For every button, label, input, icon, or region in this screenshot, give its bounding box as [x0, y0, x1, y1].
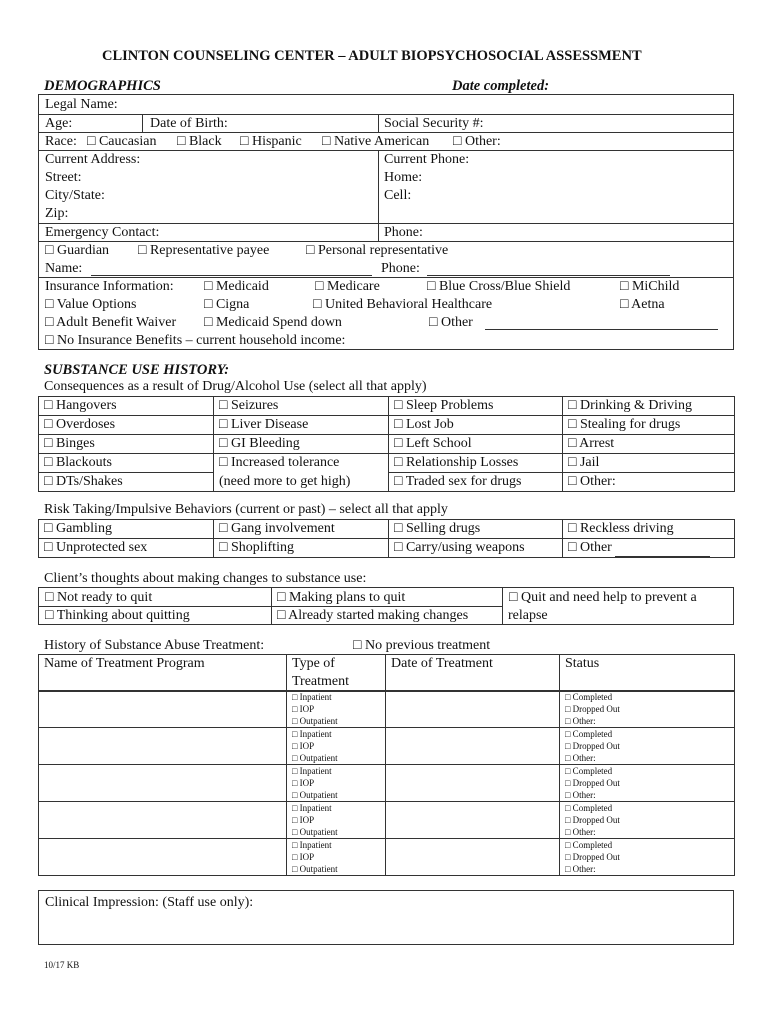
col-program-name: Name of Treatment Program — [39, 655, 287, 692]
no-insurance-checkbox[interactable]: □ No Insurance Benefits – current household income: — [45, 333, 346, 348]
race-black-checkbox[interactable]: □ Black — [177, 134, 222, 149]
treatment-type-option[interactable]: □ Outpatient — [292, 864, 338, 874]
treatment-status-option[interactable]: □ Other: — [565, 864, 596, 874]
treatment-table — [38, 654, 735, 692]
no-previous-treatment-checkbox[interactable]: □ No previous treatment — [353, 638, 491, 653]
col-type-line2: Treatment — [292, 674, 350, 689]
treatment-status-option[interactable]: □ Completed — [565, 766, 613, 776]
rep-payee-checkbox[interactable]: □ Representative payee — [138, 243, 270, 258]
personal-rep-checkbox[interactable]: □ Personal representative — [306, 243, 449, 258]
section-demographics: DEMOGRAPHICS — [44, 78, 161, 94]
treatment-status-option[interactable]: □ Dropped Out — [565, 741, 620, 751]
dob-field[interactable]: Date of Birth: — [150, 116, 228, 131]
table-row — [39, 728, 735, 765]
treatment-type-cell — [287, 728, 386, 765]
treatment-date-cell[interactable] — [386, 839, 560, 876]
race-native-american-checkbox[interactable]: □ Native American — [322, 134, 430, 149]
treatment-type-option[interactable]: □ IOP — [292, 852, 315, 862]
treatment-date-cell[interactable] — [386, 691, 560, 728]
consequence-tolerance-note: (need more to get high) — [214, 473, 389, 492]
risk-weapons[interactable]: □ Carry/using weapons — [389, 539, 563, 558]
table-row — [39, 691, 735, 728]
consequence-increased-tolerance[interactable]: □ Increased tolerance — [214, 454, 389, 473]
consequence-relationship-losses[interactable]: □ Relationship Losses — [389, 454, 563, 473]
treatment-type-option[interactable]: □ IOP — [292, 778, 315, 788]
treatment-program-cell[interactable] — [39, 728, 287, 765]
treatment-type-option[interactable]: □ Outpatient — [292, 716, 338, 726]
clinical-impression-label: Clinical Impression: (Staff use only): — [45, 895, 254, 910]
legal-name-field[interactable]: Legal Name: — [45, 97, 118, 112]
risk-other-label: □ Other — [568, 540, 612, 555]
treatment-program-cell[interactable] — [39, 691, 287, 728]
col-date: Date of Treatment — [386, 655, 560, 692]
treatment-program-cell[interactable] — [39, 802, 287, 839]
thoughts-label: Client’s thoughts about making changes to substance use: — [44, 571, 367, 586]
treatment-status-option[interactable]: □ Completed — [565, 840, 613, 850]
treatment-type-cell — [287, 691, 386, 728]
treatment-status-option[interactable]: □ Dropped Out — [565, 704, 620, 714]
consequence-gi-bleeding[interactable]: □ GI Bleeding — [214, 435, 389, 454]
col-status: Status — [560, 655, 735, 692]
table-row — [39, 765, 735, 802]
treatment-type-option[interactable]: □ IOP — [292, 704, 315, 714]
consequence-lost-job[interactable]: □ Lost Job — [389, 416, 563, 435]
treatment-date-cell[interactable] — [386, 765, 560, 802]
current-address-label: Current Address: — [45, 152, 141, 167]
treatment-type-option[interactable]: □ Outpatient — [292, 753, 338, 763]
consequence-arrest[interactable]: □ Arrest — [563, 435, 735, 454]
treatment-status-cell — [560, 839, 735, 876]
abw-checkbox[interactable]: □ Adult Benefit Waiver — [45, 315, 177, 330]
consequence-jail[interactable]: □ Jail — [563, 454, 735, 473]
risk-table — [38, 519, 735, 558]
cell-phone-field[interactable]: Cell: — [384, 188, 412, 203]
risk-label: Risk Taking/Impulsive Behaviors (current or past) – select all that apply — [44, 502, 448, 517]
thoughts-box — [38, 587, 734, 625]
date-completed-label: Date completed: — [452, 78, 550, 94]
table-row — [39, 435, 735, 454]
current-phone-label: Current Phone: — [384, 152, 470, 167]
treatment-type-cell — [287, 802, 386, 839]
consequence-hangovers[interactable]: □ Hangovers — [39, 397, 214, 416]
col-type — [287, 655, 386, 692]
clinical-impression-box[interactable] — [38, 890, 734, 945]
treatment-date-cell[interactable] — [386, 728, 560, 765]
ssn-field[interactable]: Social Security #: — [384, 116, 484, 131]
table-header-row — [39, 655, 735, 692]
treatment-type-cell — [287, 765, 386, 802]
spend-down-checkbox[interactable]: □ Medicaid Spend down — [204, 315, 342, 330]
treatment-type-option[interactable]: □ Outpatient — [292, 790, 338, 800]
treatment-status-cell — [560, 802, 735, 839]
treatment-status-option[interactable]: □ Completed — [565, 692, 613, 702]
consequence-traded-sex[interactable]: □ Traded sex for drugs — [389, 473, 563, 492]
table-row — [39, 802, 735, 839]
treatment-history-label: History of Substance Abuse Treatment: — [44, 638, 265, 653]
risk-reckless-driving[interactable]: □ Reckless driving — [563, 520, 735, 539]
table-row — [39, 454, 735, 473]
value-options-checkbox[interactable]: □ Value Options — [45, 297, 137, 312]
treatment-type-cell — [287, 839, 386, 876]
insurance-other-checkbox[interactable]: □ Other — [429, 315, 473, 330]
treatment-date-cell[interactable] — [386, 802, 560, 839]
treatment-type-option[interactable]: □ Outpatient — [292, 827, 338, 837]
race-hispanic-checkbox[interactable]: □ Hispanic — [240, 134, 302, 149]
race-other-checkbox[interactable]: □ Other: — [453, 134, 501, 149]
risk-selling-drugs[interactable]: □ Selling drugs — [389, 520, 563, 539]
demographics-box — [38, 94, 734, 350]
risk-shoplifting[interactable]: □ Shoplifting — [214, 539, 389, 558]
treatment-program-cell[interactable] — [39, 765, 287, 802]
treatment-status-option[interactable]: □ Completed — [565, 803, 613, 813]
treatment-type-option[interactable]: □ Inpatient — [292, 766, 332, 776]
name-label: Name: — [45, 261, 83, 276]
quit-help-checkbox[interactable]: □ Quit and need help to prevent a — [509, 590, 697, 605]
footer-code: 10/17 KB — [44, 960, 80, 970]
medicare-checkbox[interactable]: □ Medicare — [315, 279, 380, 294]
quit-help-relapse-text: relapse — [508, 608, 548, 623]
name-phone-label: Phone: — [381, 261, 420, 276]
name-phone-input[interactable] — [427, 261, 670, 276]
treatment-status-cell — [560, 691, 735, 728]
treatment-type-option[interactable]: □ Inpatient — [292, 840, 332, 850]
consequence-blackouts[interactable]: □ Blackouts — [39, 454, 214, 473]
table-row — [39, 397, 735, 416]
treatment-status-cell — [560, 728, 735, 765]
insurance-label: Insurance Information: — [45, 279, 174, 294]
consequences-label: Consequences as a result of Drug/Alcohol Use (select all that apply) — [44, 379, 427, 394]
emergency-contact-field[interactable]: Emergency Contact: — [45, 225, 160, 240]
table-row — [39, 416, 735, 435]
home-phone-field[interactable]: Home: — [384, 170, 423, 185]
emergency-phone-field[interactable]: Phone: — [384, 225, 423, 240]
treatment-rows-table — [38, 690, 735, 876]
race-label: Race: — [45, 134, 77, 149]
consequence-other[interactable]: □ Other: — [563, 473, 735, 492]
insurance-other-input[interactable] — [485, 315, 718, 330]
guardian-checkbox[interactable]: □ Guardian — [45, 243, 110, 258]
consequence-dts-shakes[interactable]: □ DTs/Shakes — [39, 473, 214, 492]
treatment-type-option[interactable]: □ Inpatient — [292, 729, 332, 739]
consequence-seizures[interactable]: □ Seizures — [214, 397, 389, 416]
cigna-checkbox[interactable]: □ Cigna — [204, 297, 250, 312]
table-row — [39, 473, 735, 492]
city-state-field[interactable]: City/State: — [45, 188, 105, 203]
section-substance-use: SUBSTANCE USE HISTORY: — [44, 362, 230, 378]
risk-gang[interactable]: □ Gang involvement — [214, 520, 389, 539]
treatment-status-option[interactable]: □ Completed — [565, 729, 613, 739]
treatment-type-option[interactable]: □ Inpatient — [292, 692, 332, 702]
treatment-type-option[interactable]: □ IOP — [292, 815, 315, 825]
table-row — [39, 520, 735, 539]
treatment-status-option[interactable]: □ Other: — [565, 827, 596, 837]
thinking-checkbox[interactable]: □ Thinking about quitting — [45, 608, 190, 623]
treatment-status-option[interactable]: □ Dropped Out — [565, 852, 620, 862]
treatment-status-option[interactable]: □ Other: — [565, 753, 596, 763]
treatment-status-cell — [560, 765, 735, 802]
table-row — [39, 839, 735, 876]
consequence-stealing[interactable]: □ Stealing for drugs — [563, 416, 735, 435]
consequence-overdoses[interactable]: □ Overdoses — [39, 416, 214, 435]
treatment-program-cell[interactable] — [39, 839, 287, 876]
consequence-drinking-driving[interactable]: □ Drinking & Driving — [563, 397, 735, 416]
michild-checkbox[interactable]: □ MiChild — [620, 279, 680, 294]
aetna-checkbox[interactable]: □ Aetna — [620, 297, 665, 312]
ubh-checkbox[interactable]: □ United Behavioral Healthcare — [313, 297, 493, 312]
consequence-liver-disease[interactable]: □ Liver Disease — [214, 416, 389, 435]
treatment-type-option[interactable]: □ IOP — [292, 741, 315, 751]
consequence-sleep-problems[interactable]: □ Sleep Problems — [389, 397, 563, 416]
already-started-checkbox[interactable]: □ Already started making changes — [277, 608, 469, 623]
consequences-table — [38, 396, 735, 492]
treatment-status-option[interactable]: □ Other: — [565, 716, 596, 726]
page-title: CLINTON COUNSELING CENTER – ADULT BIOPSYCHOSOCIAL ASSESSMENT — [102, 48, 642, 64]
risk-gambling[interactable]: □ Gambling — [39, 520, 214, 539]
zip-field[interactable]: Zip: — [45, 206, 69, 221]
treatment-status-option[interactable]: □ Other: — [565, 790, 596, 800]
consequence-binges[interactable]: □ Binges — [39, 435, 214, 454]
age-field[interactable]: Age: — [45, 116, 73, 131]
not-ready-checkbox[interactable]: □ Not ready to quit — [45, 590, 153, 605]
col-type-line1: Type of — [292, 656, 335, 671]
risk-other[interactable] — [563, 539, 735, 558]
risk-unprotected-sex[interactable]: □ Unprotected sex — [39, 539, 214, 558]
name-input[interactable] — [91, 261, 372, 276]
treatment-status-option[interactable]: □ Dropped Out — [565, 815, 620, 825]
making-plans-checkbox[interactable]: □ Making plans to quit — [277, 590, 406, 605]
race-caucasian-checkbox[interactable]: □ Caucasian — [87, 134, 157, 149]
bcbs-checkbox[interactable]: □ Blue Cross/Blue Shield — [427, 279, 571, 294]
risk-other-input[interactable] — [615, 542, 710, 557]
consequence-left-school[interactable]: □ Left School — [389, 435, 563, 454]
treatment-type-option[interactable]: □ Inpatient — [292, 803, 332, 813]
medicaid-checkbox[interactable]: □ Medicaid — [204, 279, 269, 294]
table-row — [39, 539, 735, 558]
street-field[interactable]: Street: — [45, 170, 82, 185]
treatment-status-option[interactable]: □ Dropped Out — [565, 778, 620, 788]
